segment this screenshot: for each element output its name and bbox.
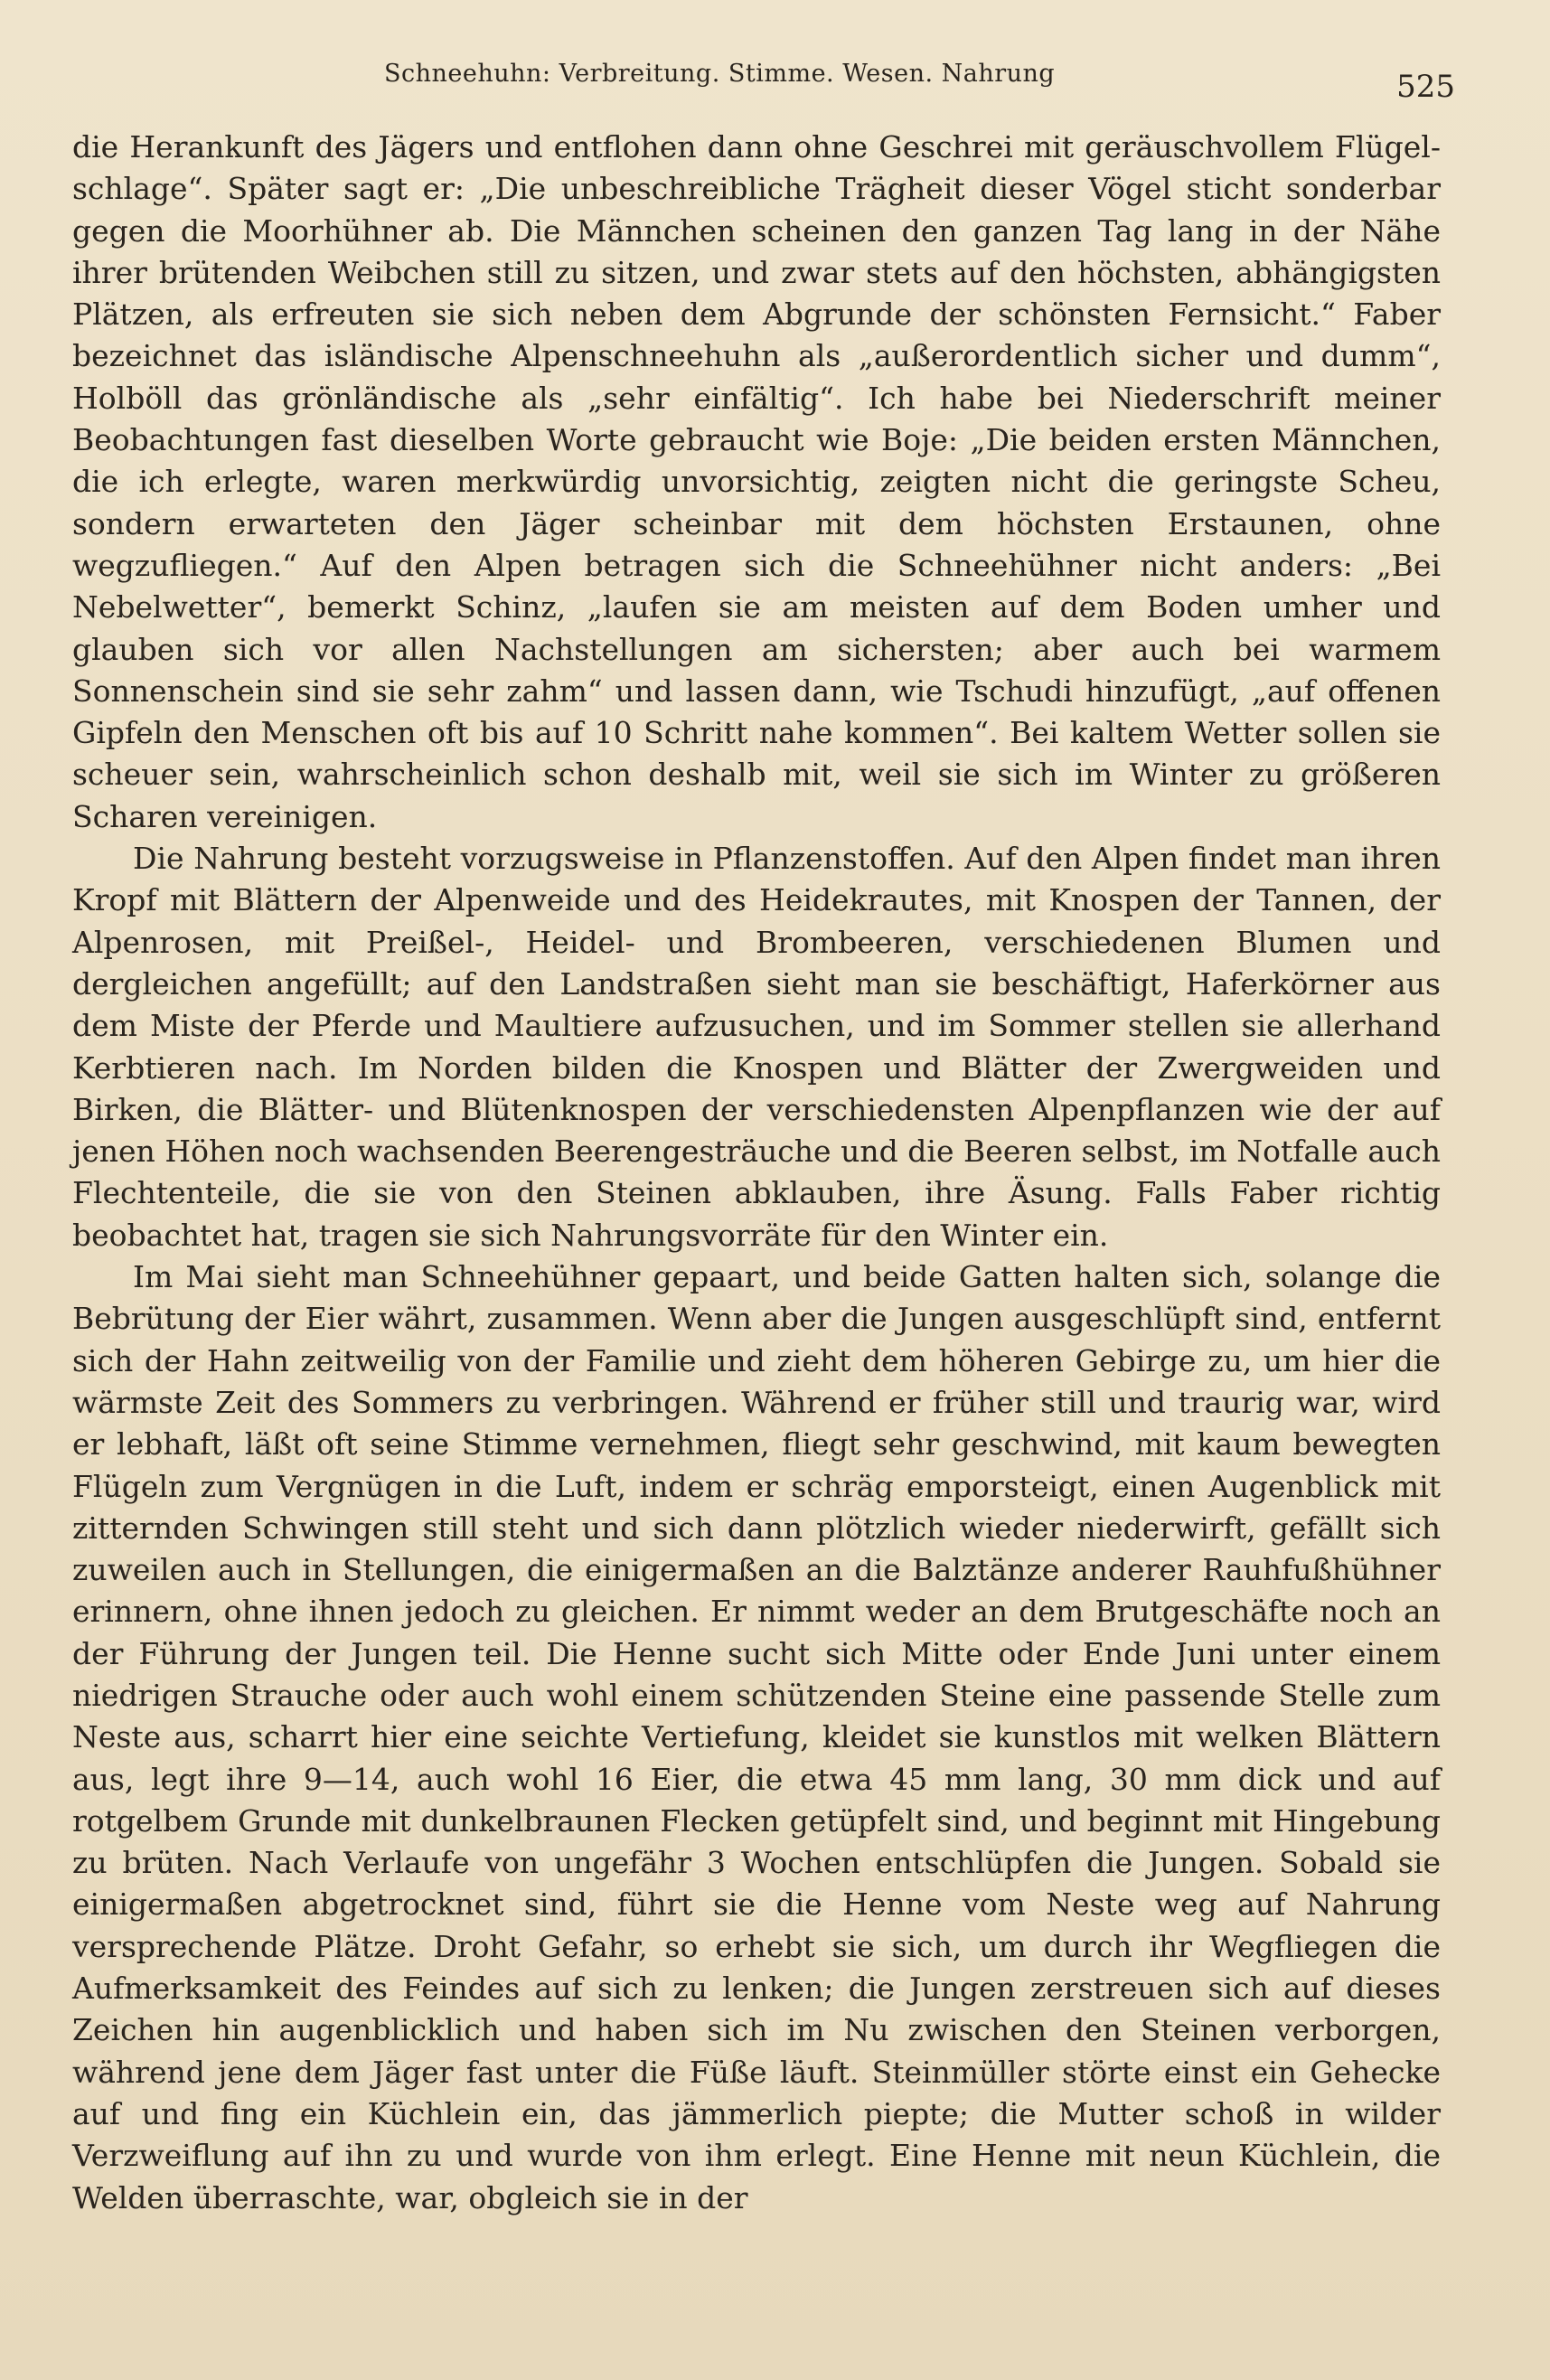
running-head: [0, 52, 1550, 105]
paragraph-fortpflanzung: Im Mai sieht man Schneehühner gepaart, und beide Gatten halten sich, solange die Bebrütung der Eier währt, zusammen. Wenn aber die Jungen ausgeschlüpft sind, entfernt sich der Hahn zeitweilig von der Familie und zieht dem höheren Gebirge zu, um hier die wärmste Zeit des Sommers zu verbringen. Während er früher still und traurig war, wird er lebhaft, läßt oft seine Stimme vernehmen, fliegt sehr geschwind, mit kaum bewegten Flügeln zum Vergnügen in die Luft, indem er schräg emporsteigt, einen Augenblick mit zitternden Schwingen still steht und sich dann plötzlich wieder niederwirft, gefällt sich zuweilen auch in Stellungen, die einigermaßen an die Balztänze anderer Rauhfußhühner erinnern, ohne ihnen jedoch zu gleichen. Er nimmt weder an dem Brutgeschäfte noch an der Führung der Jungen teil. Die Henne sucht sich Mitte oder Ende Juni unter einem niedrigen Strauche oder auch wohl einem schützenden Steine eine passende Stelle zum Neste aus, scharrt hier eine seichte Vertiefung, kleidet sie kunstlos mit welken Blättern aus, legt ihre 9—14, auch wohl 16 Eier, die etwa 45 mm lang, 30 mm dick und auf rotgelbem Grunde mit dunkelbraunen Flecken getüpfelt sind, und beginnt mit Hingebung zu brüten. Nach Verlaufe von ungefähr 3 Wochen entschlüpfen die Jungen. Sobald sie einigermaßen abgetrocknet sind, führt sie die Henne vom Neste weg auf Nahrung versprechende Plätze. Droht Gefahr, so erhebt sie sich, um durch ihr Wegfliegen die Aufmerksamkeit des Feindes auf sich zu lenken; die Jungen zerstreuen sich auf dieses Zeichen hin augenblicklich und haben sich im Nu zwischen den Steinen verborgen, während jene dem Jäger fast unter die Füße läuft. Steinmüller störte einst ein Gehecke auf und fing ein Küchlein ein, das jämmerlich piepte; die Mutter schoß in wilder Verzweiflung auf ihn zu und wurde von ihm erlegt. Eine Henne mit neun Küchlein, die Welden überraschte, war, obgleich sie in der: [72, 1259, 1441, 2215]
paragraph-nahrung: Die Nahrung besteht vorzugsweise in Pflanzenstoffen. Auf den Alpen findet man ihren Kropf mit Blättern der Alpenweide und des Heidekrautes, mit Knospen der Tannen, der Alpenrosen, mit Preißel-, Heidel- und Brombeeren, verschiedenen Blumen und dergleichen angefüllt; auf den Landstraßen sieht man sie beschäftigt, Haferkörner aus dem Miste der Pferde und Maultiere aufzusuchen, und im Sommer stellen sie allerhand Kerbtieren nach. Im Norden bilden die Knospen und Blätter der Zwergweiden und Birken, die Blätter- und Blütenknospen der verschiedensten Alpenpflanzen wie der auf jenen Höhen noch wachsenden Beerengesträuche und die Beeren selbst, im Notfalle auch Flechtenteile, die sie von den Steinen abklauben, ihre Äsung. Falls Faber richtig beobachtet hat, tragen sie sich Nahrungsvorräte für den Winter ein.: [72, 841, 1441, 1253]
body-text: [72, 127, 1441, 2219]
page-number: 525: [1396, 69, 1455, 105]
running-title: Schneehuhn: Verbreitung. Stimme. Wesen. Nahrung: [384, 60, 1056, 88]
paragraph-continuation: die Herankunft des Jägers und entflohen dann ohne Geschrei mit geräuschvollem Flügelschlage“. Später sagt er: „Die unbeschreibliche Trägheit dieser Vögel sticht sonderbar gegen die Moorhühner ab. Die Männchen scheinen den ganzen Tag lang in der Nähe ihrer brütenden Weibchen still zu sitzen, und zwar stets auf den höchsten, abhängigsten Plätzen, als erfreuten sie sich neben dem Abgrunde der schönsten Fernsicht.“ Faber bezeichnet das isländische Alpenschneehuhn als „außerordentlich sicher und dumm“, Holböll das grönländische als „sehr einfältig“. Ich habe bei Niederschrift meiner Beobachtungen fast dieselben Worte gebraucht wie Boje: „Die beiden ersten Männchen, die ich erlegte, waren merkwürdig unvorsichtig, zeigten nicht die geringste Scheu, sondern erwarteten den Jäger scheinbar mit dem höchsten Erstaunen, ohne wegzufliegen.“ Auf den Alpen betragen sich die Schneehühner nicht anders: „Bei Nebelwetter“, bemerkt Schinz, „laufen sie am meisten auf dem Boden umher und glauben sich vor allen Nachstellungen am sichersten; aber auch bei warmem Sonnenschein sind sie sehr zahm“ und lassen dann, wie Tschudi hinzufügt, „auf offenen Gipfeln den Menschen oft bis auf 10 Schritt nahe kommen“. Bei kaltem Wetter sollen sie scheuer sein, wahrscheinlich schon deshalb mit, weil sie sich im Winter zu größeren Scharen vereinigen.: [72, 129, 1441, 834]
